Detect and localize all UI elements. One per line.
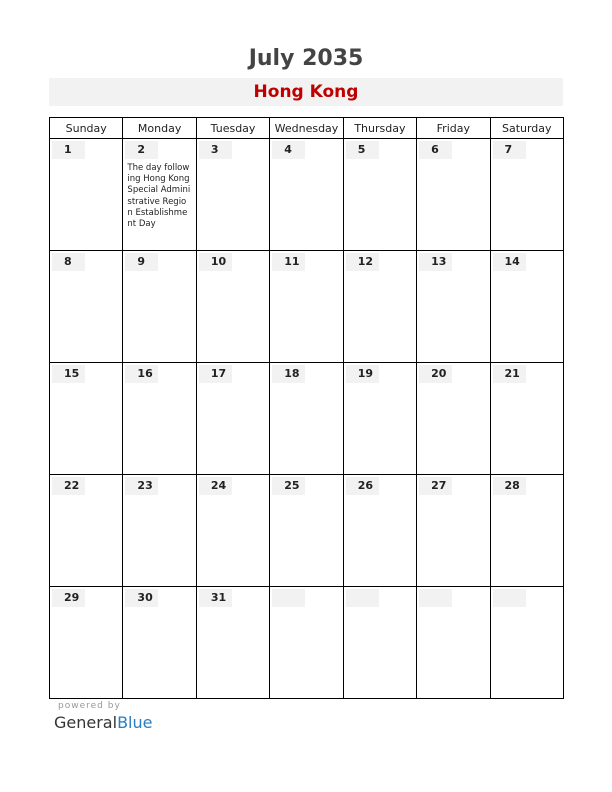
day-number: 30: [125, 589, 158, 607]
day-number-empty: [493, 589, 526, 607]
day-number: 9: [125, 253, 158, 271]
day-cell: [343, 587, 416, 699]
brand-blue: Blue: [117, 713, 153, 732]
day-number: 8: [52, 253, 85, 271]
day-number: 1: [52, 141, 85, 159]
weekday-monday: Monday: [123, 118, 196, 139]
brand-general: General: [54, 713, 118, 732]
day-cell: [50, 363, 123, 475]
day-number: 11: [272, 253, 305, 271]
day-number: 27: [419, 477, 452, 495]
day-number: 13: [419, 253, 452, 271]
day-number: 12: [346, 253, 379, 271]
day-number: 26: [346, 477, 379, 495]
weekday-header-row: [50, 118, 564, 139]
day-cell: [196, 587, 269, 699]
day-cell: [490, 587, 563, 699]
day-cell: [50, 251, 123, 363]
day-cell: [123, 251, 196, 363]
weekday-wednesday: Wednesday: [270, 118, 343, 139]
day-cell: [417, 363, 490, 475]
day-cell: [196, 363, 269, 475]
day-cell: [196, 139, 269, 251]
day-number: 22: [52, 477, 85, 495]
weekday-tuesday: Tuesday: [196, 118, 269, 139]
day-number: 17: [199, 365, 232, 383]
day-cell: [417, 475, 490, 587]
day-cell: [270, 363, 343, 475]
day-cell: [123, 363, 196, 475]
day-cell: [196, 475, 269, 587]
day-number: 15: [52, 365, 85, 383]
day-number: 31: [199, 589, 232, 607]
day-number: 24: [199, 477, 232, 495]
day-cell: [50, 139, 123, 251]
day-cell: [50, 587, 123, 699]
day-cell: [50, 475, 123, 587]
day-cell: [343, 139, 416, 251]
day-number-empty: [419, 589, 452, 607]
day-cell: [123, 587, 196, 699]
day-cell: [270, 139, 343, 251]
day-number: 16: [125, 365, 158, 383]
powered-by-text: powered by: [58, 701, 121, 711]
day-cell: [270, 587, 343, 699]
day-number: 23: [125, 477, 158, 495]
weekday-friday: Friday: [417, 118, 490, 139]
day-cell: [490, 251, 563, 363]
day-cell: [490, 475, 563, 587]
day-number: 3: [199, 141, 232, 159]
day-number: 10: [199, 253, 232, 271]
week-row: [50, 363, 564, 475]
day-cell: [123, 475, 196, 587]
day-cell: [270, 475, 343, 587]
calendar-title: July 2035: [248, 46, 364, 71]
generalblue-logo[interactable]: [54, 713, 152, 732]
day-cell: [343, 475, 416, 587]
calendar-grid: [49, 117, 564, 699]
week-row: [50, 139, 564, 251]
holiday-event: The day following Hong Kong Special Administrative Region Establishment Day: [127, 163, 191, 230]
day-number: 25: [272, 477, 305, 495]
weekday-saturday: Saturday: [490, 118, 563, 139]
day-cell: [417, 587, 490, 699]
week-row: [50, 587, 564, 699]
day-cell: [343, 251, 416, 363]
day-number: 6: [419, 141, 452, 159]
day-number: 5: [346, 141, 379, 159]
week-row: [50, 475, 564, 587]
day-cell: [417, 251, 490, 363]
day-number-empty: [346, 589, 379, 607]
day-number: 2: [125, 141, 158, 159]
day-number: 14: [493, 253, 526, 271]
day-cell: [343, 363, 416, 475]
weekday-thursday: Thursday: [343, 118, 416, 139]
day-cell: [123, 139, 196, 251]
day-number: 4: [272, 141, 305, 159]
weekday-sunday: Sunday: [50, 118, 123, 139]
day-cell: [270, 251, 343, 363]
day-number-empty: [272, 589, 305, 607]
day-number: 20: [419, 365, 452, 383]
day-cell: [196, 251, 269, 363]
region-name: Hong Kong: [49, 78, 563, 106]
day-number: 29: [52, 589, 85, 607]
day-number: 19: [346, 365, 379, 383]
day-number: 28: [493, 477, 526, 495]
day-cell: [490, 139, 563, 251]
week-row: [50, 251, 564, 363]
day-cell: [417, 139, 490, 251]
day-number: 7: [493, 141, 526, 159]
day-number: 21: [493, 365, 526, 383]
day-number: 18: [272, 365, 305, 383]
day-cell: [490, 363, 563, 475]
